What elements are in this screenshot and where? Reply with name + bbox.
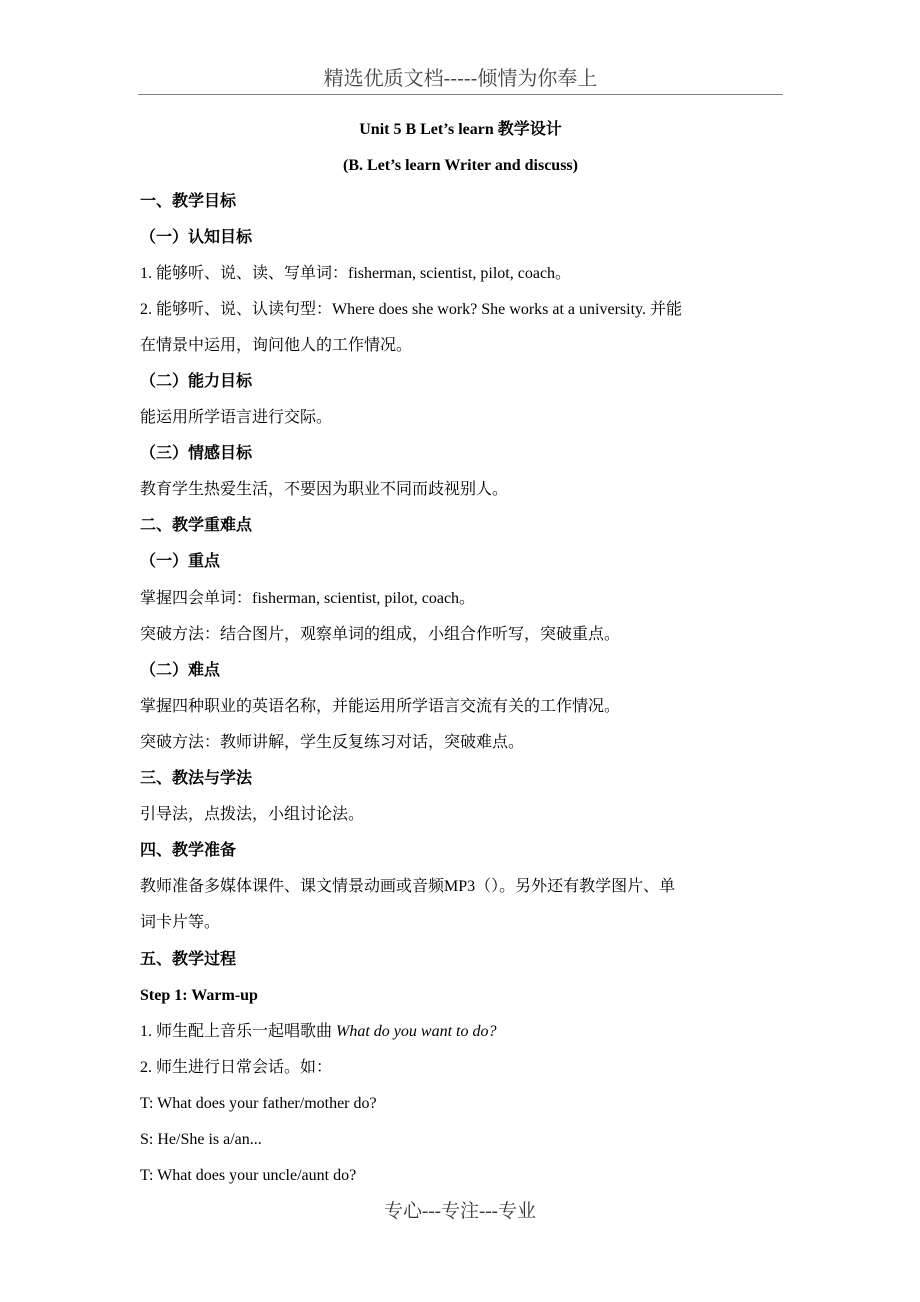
paragraph bbox=[140, 1022, 785, 1042]
paragraph: 教师准备多媒体课件、课文情景动画或音频MP3（）。另外还有教学图片、单 bbox=[140, 878, 676, 895]
section-heading: 一、教学目标 bbox=[140, 193, 237, 210]
paragraph: 引导法，点拨法，小组讨论法。 bbox=[140, 806, 365, 823]
step-heading: Step 1: Warm-up bbox=[140, 987, 258, 1004]
paragraph: 教育学生热爱生活，不要因为职业不同而歧视别人。 bbox=[140, 481, 509, 498]
page-header: 精选优质文档-----倾情为你奉上 bbox=[323, 66, 598, 90]
paragraph: 在情景中运用，询问他人的工作情况。 bbox=[140, 337, 413, 354]
paragraph: 能运用所学语言进行交际。 bbox=[140, 409, 333, 426]
dialog-line: T: What does your father/mother do? bbox=[140, 1095, 377, 1112]
item-text: 1. 师生配上音乐一起唱歌曲 bbox=[140, 1023, 337, 1040]
page-footer: 专心---专注---专业 bbox=[384, 1201, 536, 1222]
section-heading: 四、教学准备 bbox=[140, 842, 237, 859]
paragraph: 掌握四会单词：fisherman, scientist, pilot, coach。 bbox=[140, 590, 476, 607]
section-heading: 五、教学过程 bbox=[140, 951, 237, 968]
subsection-heading: （一）重点 bbox=[140, 553, 221, 570]
paragraph: 掌握四种职业的英语名称，并能运用所学语言交流有关的工作情况。 bbox=[140, 698, 621, 715]
subsection-heading: （二）难点 bbox=[140, 662, 221, 679]
section-heading: 三、教法与学法 bbox=[140, 770, 253, 787]
paragraph: 2. 师生进行日常会话。如： bbox=[140, 1059, 333, 1076]
paragraph: 2. 能够听、说、认读句型：Where does she work? She works at a university. 并能 bbox=[140, 301, 682, 318]
dialog-line: T: What does your uncle/aunt do? bbox=[140, 1167, 357, 1184]
paragraph: 突破方法：结合图片，观察单词的组成，小组合作听写，突破重点。 bbox=[140, 626, 621, 643]
dialog-line: S: He/She is a/an... bbox=[140, 1131, 262, 1148]
document-title: Unit 5 B Let’s learn 教学设计 bbox=[359, 121, 562, 138]
subsection-heading: （二）能力目标 bbox=[140, 373, 253, 390]
paragraph: 词卡片等。 bbox=[140, 914, 221, 931]
paragraph: 1. 能够听、说、读、写单词：fisherman, scientist, pilot, coach。 bbox=[140, 265, 572, 282]
document-subtitle: (B. Let’s learn Writer and discuss) bbox=[343, 157, 578, 174]
section-heading: 二、教学重难点 bbox=[140, 517, 253, 534]
song-title: What do you want to do? bbox=[336, 1023, 497, 1040]
paragraph: 突破方法：教师讲解，学生反复练习对话，突破难点。 bbox=[140, 734, 525, 751]
subsection-heading: （一）认知目标 bbox=[140, 229, 253, 246]
subsection-heading: （三）情感目标 bbox=[140, 445, 253, 462]
header-divider bbox=[138, 94, 783, 95]
